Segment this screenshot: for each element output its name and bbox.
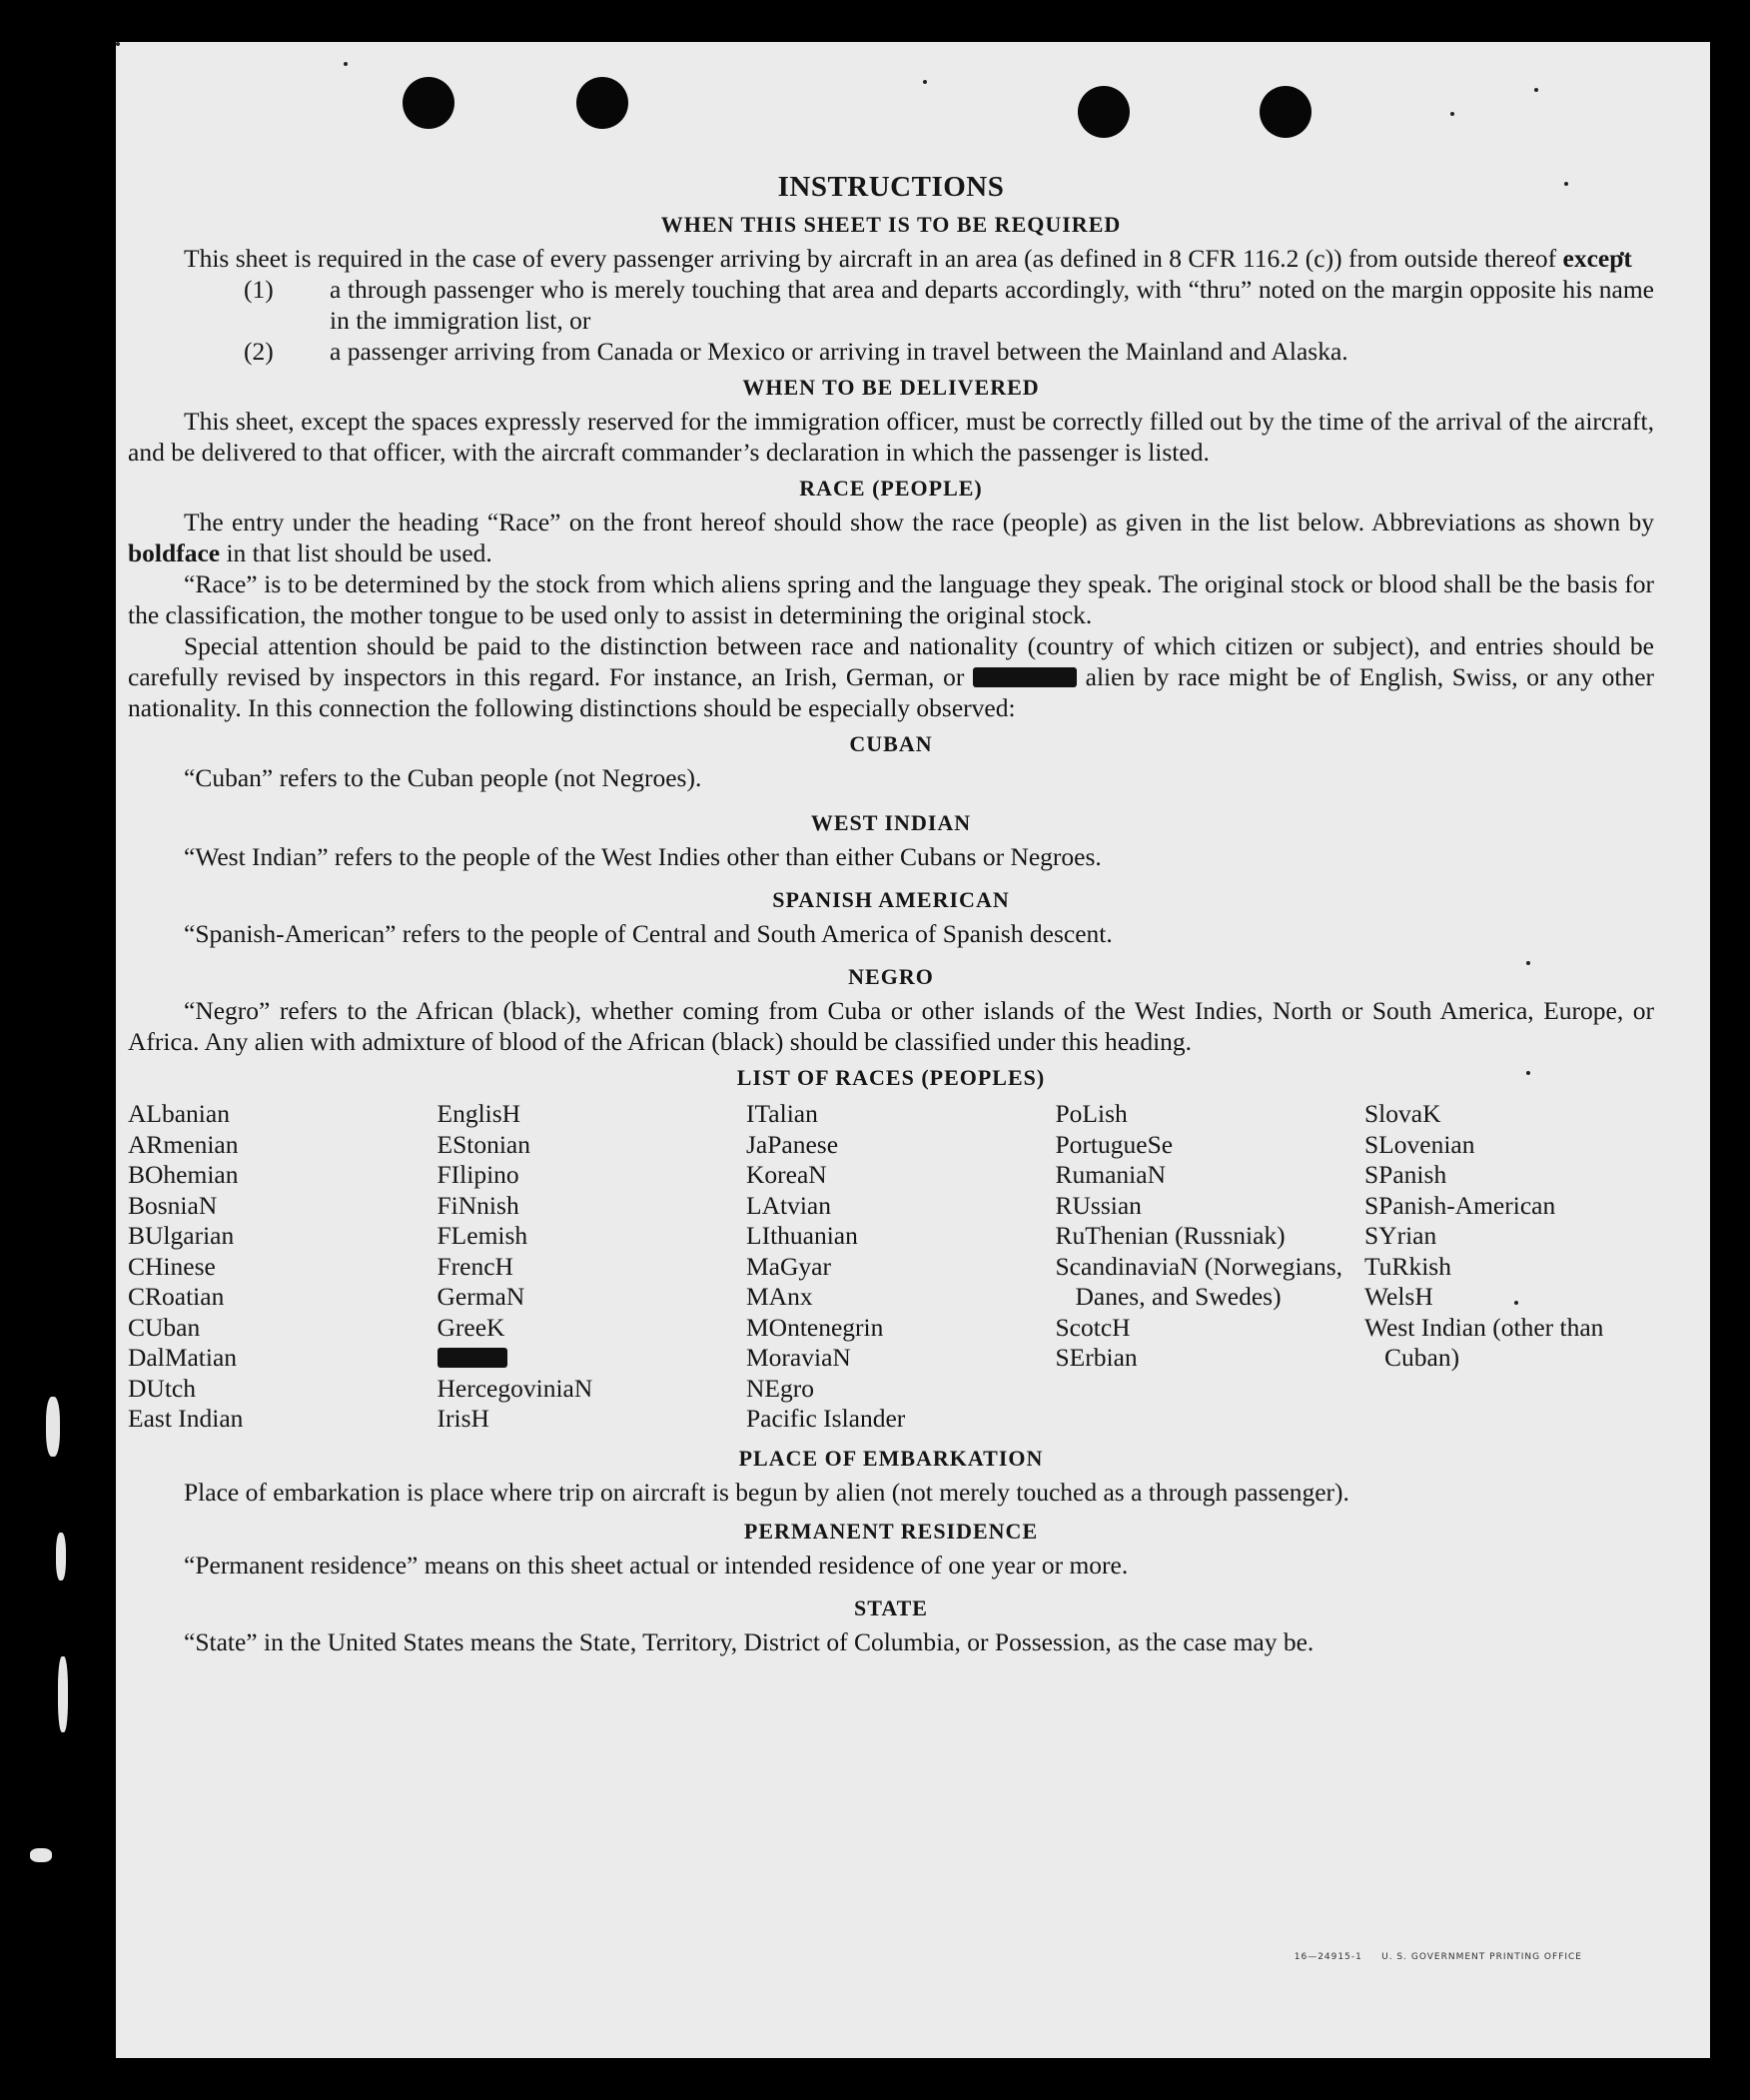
redaction-mark xyxy=(438,1348,507,1368)
race-entry: GermaN xyxy=(437,1282,525,1311)
race-entry: CRoatian xyxy=(128,1282,225,1311)
negro-text: “Negro” refers to the African (black), whether coming from Cuba or other islands of the West Indies, North or South America, Europe, or Africa. Any alien with admixture of blood of the African (black) should be classified under this heading. xyxy=(128,996,1654,1056)
west-indian-text: “West Indian” refers to the people of the West Indies other than either Cubans or Negroes. xyxy=(184,842,1102,871)
races-list xyxy=(128,1099,1654,1435)
race-entry: DUtch xyxy=(128,1373,196,1403)
state-text: “State” in the United States means the State, Territory, District of Columbia, or Possession, as the case may be. xyxy=(184,1626,1314,1656)
section-heading-state: STATE xyxy=(854,1594,928,1620)
print-footer xyxy=(1295,1952,1582,1962)
race-entry: IrisH xyxy=(437,1404,489,1433)
section-heading-cuban: CUBAN xyxy=(849,731,933,756)
section-heading-delivered: WHEN TO BE DELIVERED xyxy=(742,375,1040,400)
cuban-text: “Cuban” refers to the Cuban people (not Negroes). xyxy=(184,763,702,792)
race-entry: CHinese xyxy=(128,1251,216,1281)
section-heading-residence: PERMANENT RESIDENCE xyxy=(743,1518,1039,1544)
section-heading-races-list: LIST OF RACES (PEOPLES) xyxy=(736,1065,1046,1090)
race-entry: ScandinaviaN (Norwegians, Danes, and Swedes) xyxy=(1055,1251,1342,1311)
races-column-1 xyxy=(128,1099,418,1435)
race-paragraph: Special attention should be paid to the distinction between race and nationality (country of which citizen or subject), and entries should be carefully revised by inspectors in this regard. For instance, an Irish, German, or alien by race might be of English, Swiss, or any other nationality. In this connection the following distinctions should be especially observed: xyxy=(128,631,1655,722)
race-entry: EStonian xyxy=(437,1129,530,1159)
race-entry: ScotcH xyxy=(1055,1312,1131,1342)
delivered-text: This sheet, except the spaces expressly reserved for the immigration officer, must be correctly filled out by the time of the arrival of the aircraft, and be delivered to that officer, with the aircraft commander’s declaration in which the passenger is listed. xyxy=(128,407,1654,467)
race-entry: PortugueSe xyxy=(1055,1129,1174,1159)
race-entry: BOhemian xyxy=(128,1160,239,1189)
race-entry: BosniaN xyxy=(128,1190,218,1220)
scan-edge-mark xyxy=(58,1656,68,1732)
race-entry: SYrian xyxy=(1364,1221,1437,1250)
race-entry: SlovaK xyxy=(1364,1099,1441,1128)
race-entry: West Indian (other than Cuban) xyxy=(1364,1312,1604,1372)
redaction-mark xyxy=(973,667,1077,687)
page-title: INSTRUCTIONS xyxy=(777,171,1005,203)
races-column-2 xyxy=(438,1099,727,1435)
race-entry: FLemish xyxy=(437,1221,528,1250)
race-entry: ITalian xyxy=(746,1099,818,1128)
section-heading-west-indian: WEST INDIAN xyxy=(810,810,972,835)
form-number: 16—24915-1 xyxy=(1294,1952,1362,1962)
race-entry: JaPanese xyxy=(746,1129,839,1159)
race-entry: RUssian xyxy=(1055,1190,1142,1220)
race-entry: EnglisH xyxy=(437,1099,521,1128)
printer-imprint: U. S. GOVERNMENT PRINTING OFFICE xyxy=(1381,1952,1582,1962)
scan-edge-mark xyxy=(46,1397,60,1457)
form-sheet xyxy=(116,42,1710,2058)
speck xyxy=(116,42,120,46)
race-entry: MAnx xyxy=(746,1282,813,1311)
race-entry: GreeK xyxy=(437,1312,505,1342)
instructions-body xyxy=(128,170,1654,1657)
race-entry: Pacific Islander xyxy=(746,1404,906,1433)
race-entry: SLovenian xyxy=(1364,1129,1475,1159)
race-entry: WelsH xyxy=(1364,1282,1433,1311)
speck xyxy=(344,62,348,66)
races-column-3 xyxy=(746,1099,1036,1435)
race-entry: HercegoviniaN xyxy=(437,1373,593,1403)
race-entry: SPanish xyxy=(1364,1160,1447,1189)
race-entry: MoraviaN xyxy=(746,1343,851,1372)
race-entry: PoLish xyxy=(1055,1099,1128,1128)
race-entry: MaGyar xyxy=(746,1251,831,1281)
race-entry: KoreaN xyxy=(746,1160,827,1189)
embarkation-text: Place of embarkation is place where trip on aircraft is begun by alien (not merely touched as a through passenger). xyxy=(184,1477,1349,1507)
spanish-american-text: “Spanish-American” refers to the people of Central and South America of Spanish descent. xyxy=(184,919,1113,948)
race-entry: BUlgarian xyxy=(128,1221,235,1250)
race-entry: LAtvian xyxy=(746,1190,831,1220)
exception-item: (2) a passenger arriving from Canada or Mexico or arriving in travel between the Mainland and Alaska. xyxy=(244,337,1348,366)
speck xyxy=(923,80,927,84)
required-intro: This sheet is required in the case of every passenger arriving by aircraft in an area (as defined in 8 CFR 116.2 (c)) from outside thereof except xyxy=(184,244,1632,273)
section-heading-negro: NEGRO xyxy=(848,964,934,989)
race-entry-redacted xyxy=(438,1343,727,1374)
race-entry: East Indian xyxy=(128,1404,244,1433)
section-heading-spanish-american: SPANISH AMERICAN xyxy=(772,887,1010,912)
race-entry: SErbian xyxy=(1055,1343,1138,1372)
race-entry: SPanish-American xyxy=(1364,1190,1556,1220)
races-column-4 xyxy=(1056,1099,1345,1435)
race-entry: TuRkish xyxy=(1364,1251,1451,1281)
race-entry: ALbanian xyxy=(128,1099,230,1128)
race-entry: NEgro xyxy=(746,1373,814,1403)
punch-hole xyxy=(1260,86,1312,138)
punch-hole xyxy=(403,77,454,129)
race-paragraph: “Race” is to be determined by the stock from which aliens spring and the language they speak. The original stock or blood shall be the basis for the classification, the mother tongue to be used only to assist in determining the original stock. xyxy=(128,569,1654,629)
race-entry: RumaniaN xyxy=(1055,1160,1166,1189)
race-entry: MOntenegrin xyxy=(746,1312,884,1342)
section-heading-race: RACE (PEOPLE) xyxy=(799,476,983,501)
race-paragraph: The entry under the heading “Race” on the front hereof should show the race (people) as given in the list below. Abbreviations as shown by boldface in that list should be used. xyxy=(128,508,1654,567)
residence-text: “Permanent residence” means on this sheet actual or intended residence of one year or more. xyxy=(184,1550,1129,1579)
section-heading-required: WHEN THIS SHEET IS TO BE REQUIRED xyxy=(660,212,1122,237)
punch-hole xyxy=(576,77,628,129)
race-entry: FiNnish xyxy=(437,1190,519,1220)
punch-hole xyxy=(1078,86,1130,138)
section-heading-embarkation: PLACE OF EMBARKATION xyxy=(738,1445,1044,1471)
races-column-5 xyxy=(1364,1099,1654,1435)
race-entry: ARmenian xyxy=(128,1129,239,1159)
scan-edge-mark xyxy=(56,1533,66,1580)
race-entry: DalMatian xyxy=(128,1343,238,1372)
race-entry: FIlipino xyxy=(437,1160,519,1189)
speck xyxy=(1534,88,1538,92)
race-entry: FrencH xyxy=(437,1251,513,1281)
speck xyxy=(1450,112,1454,116)
race-entry: RuThenian (Russniak) xyxy=(1055,1221,1286,1250)
race-entry: CUban xyxy=(128,1312,201,1342)
race-entry: LIthuanian xyxy=(746,1221,858,1250)
exception-item: (1) a through passenger who is merely touching that area and departs accordingly, with “thru” noted on the margin opposite his name in the immigration list, or xyxy=(244,275,1654,335)
scan-edge-mark xyxy=(30,1848,52,1862)
